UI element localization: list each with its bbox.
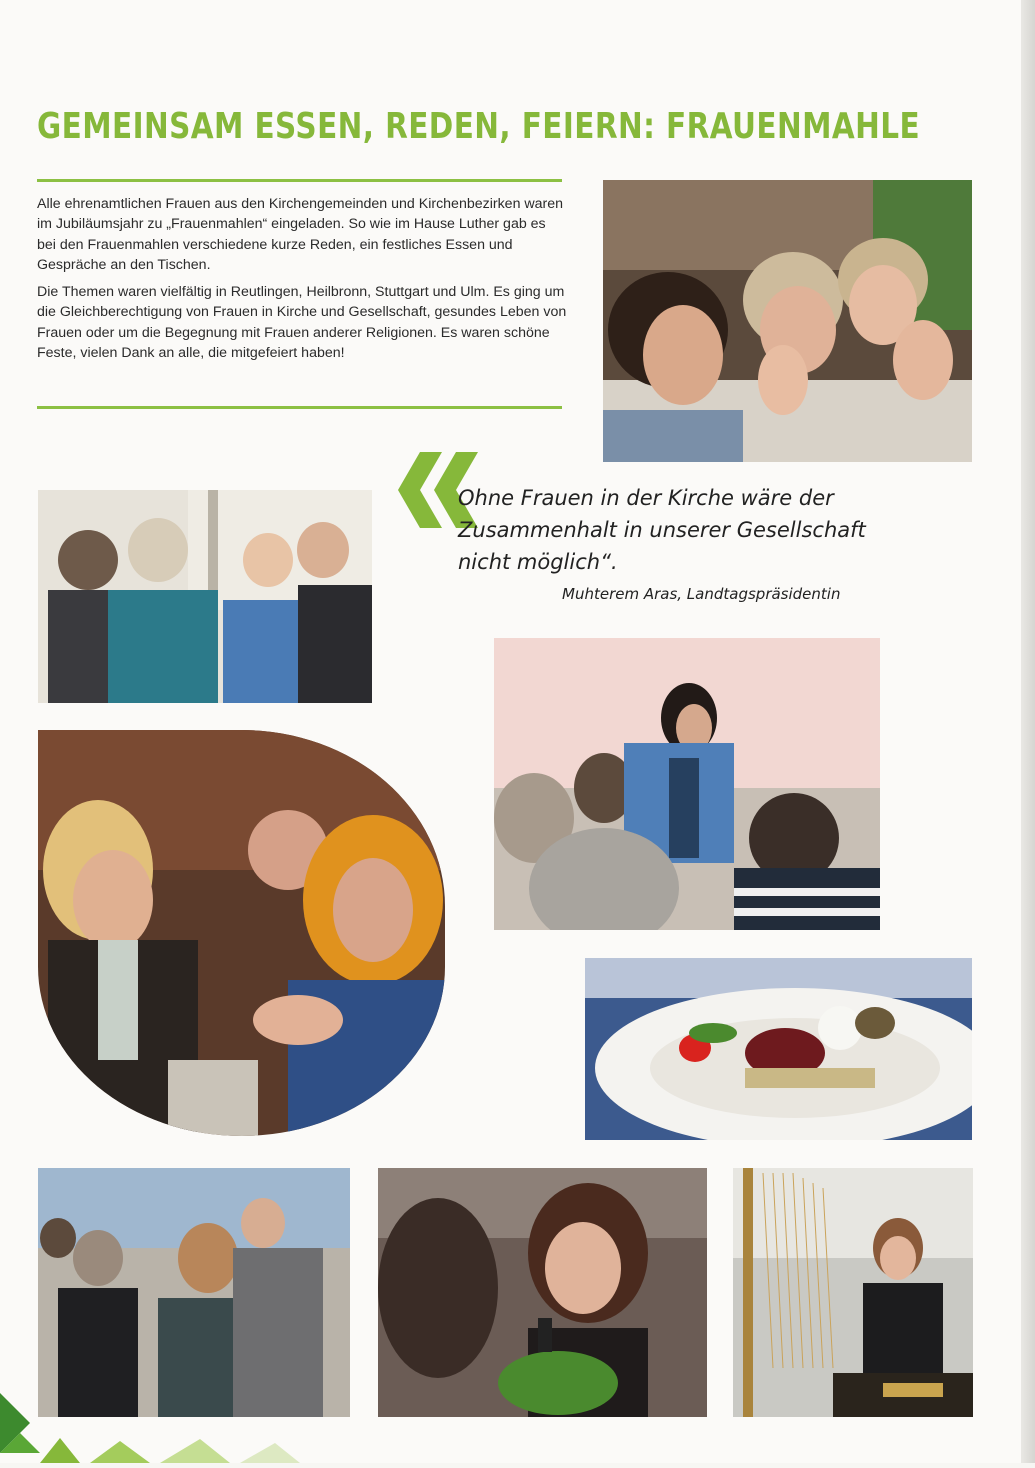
photo-group-conversation [38,490,372,703]
photo-speaker-in-blue [494,638,880,930]
quote-author: Muhterem Aras, Landtagspräsidentin [562,585,841,603]
intro-text [37,194,567,370]
intro-paragraph-1: Alle ehrenamtlichen Frauen aus den Kirchengemeinden und Kirchenbezirken waren im Jubiläumsjahr zu „Frauenmahlen“ eingeladen. So wie im Hause Luther gab es bei den Frauenmahlen verschiedene kurze Reden, ein festliches Essen und Gespräche an den Tischen. [37,196,564,273]
decorative-corner-triangles [0,1353,300,1463]
page-title: GEMEINSAM ESSEN, REDEN, FEIERN: FRAUENMAHLE [37,106,921,147]
intro-paragraph-2: Die Themen waren vielfältig in Reutlingen, Heilbronn, Stuttgart und Ulm. Es ging um die Gleichberechtigung von Frauen in Kirche und Gesellschaft, gesundes Leben von Frauen oder um die Begegnung mit Frauen anderer Religionen. Es waren schöne Feste, vielen Dank an alle, die mitgefeiert haben! [37,284,567,362]
divider-bottom [37,406,562,409]
page-spine-edge [1021,0,1035,1463]
photo-harpist [733,1168,973,1417]
photo-woman-with-microphone [378,1168,707,1417]
divider-top [37,179,562,182]
quote-text: Ohne Frauen in der Kirche wäre der Zusammenhalt in unserer Gesellschaft nicht möglich“. [458,486,866,574]
photo-table-conversation-circle [38,730,445,1136]
photo-plated-dish [585,958,972,1140]
photo-clapping-women [603,180,972,462]
